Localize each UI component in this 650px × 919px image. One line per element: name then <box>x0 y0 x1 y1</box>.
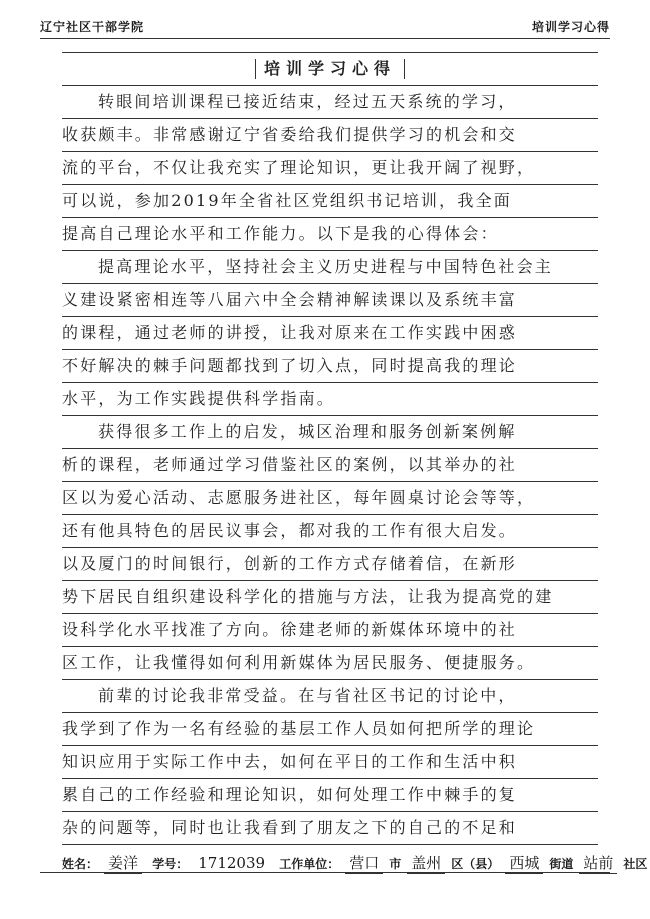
essay-line-text: 前辈的讨论我非常受益。在与省社区书记的讨论中， <box>98 686 517 705</box>
district-value: 盖州 <box>407 852 445 874</box>
essay-line <box>62 614 598 647</box>
essay-line <box>62 185 598 218</box>
essay-line <box>62 515 598 548</box>
document-type: 培训学习心得 <box>531 20 610 34</box>
essay-line-text: 知识应用于实际工作中去，如何在平日的工作和生活中积 <box>62 752 518 771</box>
essay-line-text: 不好解决的棘手问题都找到了切入点，同时提高我的理论 <box>62 356 518 375</box>
essay-line <box>62 812 598 845</box>
essay-line-text: 水平，为工作实践提供科学指南。 <box>62 389 336 408</box>
student-info <box>62 852 648 874</box>
id-value: 1712039 <box>194 854 269 873</box>
essay-title: 培训学习心得 <box>255 59 405 79</box>
essay-line-text: 提高自己理论水平和工作能力。以下是我的心得体会： <box>62 224 499 243</box>
essay-line <box>62 746 598 779</box>
id-label: 学号： <box>152 857 189 871</box>
essay-line-text: 收获颇丰。非常感谢辽宁省委给我们提供学习的机会和交 <box>62 125 518 144</box>
essay-line-text: 可以说，参加2019年全省社区党组织书记培训，我全面 <box>62 191 512 210</box>
essay-line-text: 义建设紧密相连等八届六中全会精神解读课以及系统丰富 <box>62 290 518 309</box>
essay-line <box>62 86 598 119</box>
institution-name: 辽宁社区干部学院 <box>40 20 145 34</box>
essay-line <box>62 317 598 350</box>
essay-line <box>62 350 598 383</box>
essay-line-text: 区工作，让我懂得如何利用新媒体为居民服务、便捷服务。 <box>62 653 536 672</box>
essay-line <box>62 218 598 251</box>
essay-line-text: 提高理论水平，坚持社会主义历史进程与中国特色社会主 <box>98 257 554 276</box>
essay-line <box>62 449 598 482</box>
essay-line <box>62 482 598 515</box>
unit-label: 工作单位： <box>279 857 340 871</box>
essay-line-text: 以及厦门的时间银行，创新的工作方式存储着信，在新形 <box>62 554 518 573</box>
essay-line-text: 还有他具特色的居民议事会，都对我的工作有很大启发。 <box>62 521 518 540</box>
essay-line-text: 设科学化水平找准了方向。徐建老师的新媒体环境中的社 <box>62 620 518 639</box>
city-value: 营口 <box>345 852 383 874</box>
essay-line <box>62 680 598 713</box>
essay-line-text: 的课程，通过老师的讲授，让我对原来在工作实践中困惑 <box>62 323 518 342</box>
essay-line <box>62 779 598 812</box>
essay-grid <box>62 52 598 845</box>
essay-line-text: 区以为爱心活动、志愿服务进社区，每年圆桌讨论会等等， <box>62 488 536 507</box>
essay-line <box>62 713 598 746</box>
community-value: 站前 <box>579 852 617 874</box>
essay-line <box>62 581 598 614</box>
essay-line-text: 获得很多工作上的启发，城区治理和服务创新案例解 <box>98 422 517 441</box>
essay-line <box>62 251 598 284</box>
essay-line <box>62 284 598 317</box>
essay-line <box>62 152 598 185</box>
district-suffix: 区（县） <box>451 857 500 871</box>
community-suffix: 社区 <box>623 857 648 871</box>
city-suffix: 市 <box>389 857 402 871</box>
essay-line-text: 我学到了作为一名有经验的基层工作人员如何把所学的理论 <box>62 719 536 738</box>
essay-title-row <box>62 53 598 86</box>
essay-line <box>62 548 598 581</box>
name-label: 姓名： <box>62 857 99 871</box>
essay-line-text: 转眼间培训课程已接近结束，经过五天系统的学习， <box>98 92 517 111</box>
street-suffix: 街道 <box>549 857 574 871</box>
essay-line-text: 杂的问题等，同时也让我看到了朋友之下的自己的不足和 <box>62 818 518 837</box>
essay-line <box>62 647 598 680</box>
footer-divider <box>40 872 610 873</box>
essay-line-text: 势下居民自组织建设科学化的措施与方法，让我为提高党的建 <box>62 587 554 606</box>
essay-line-text: 累自己的工作经验和理论知识，如何处理工作中棘手的复 <box>62 785 518 804</box>
essay-line-text: 流的平台，不仅让我充实了理论知识，更让我开阔了视野， <box>62 158 536 177</box>
essay-line <box>62 119 598 152</box>
name-value: 姜洋 <box>104 852 142 874</box>
essay-line <box>62 383 598 416</box>
essay-line-text: 析的课程，老师通过学习借鉴社区的案例，以其举办的社 <box>62 455 518 474</box>
essay-line <box>62 416 598 449</box>
header-divider <box>40 38 610 39</box>
street-value: 西城 <box>505 852 543 874</box>
